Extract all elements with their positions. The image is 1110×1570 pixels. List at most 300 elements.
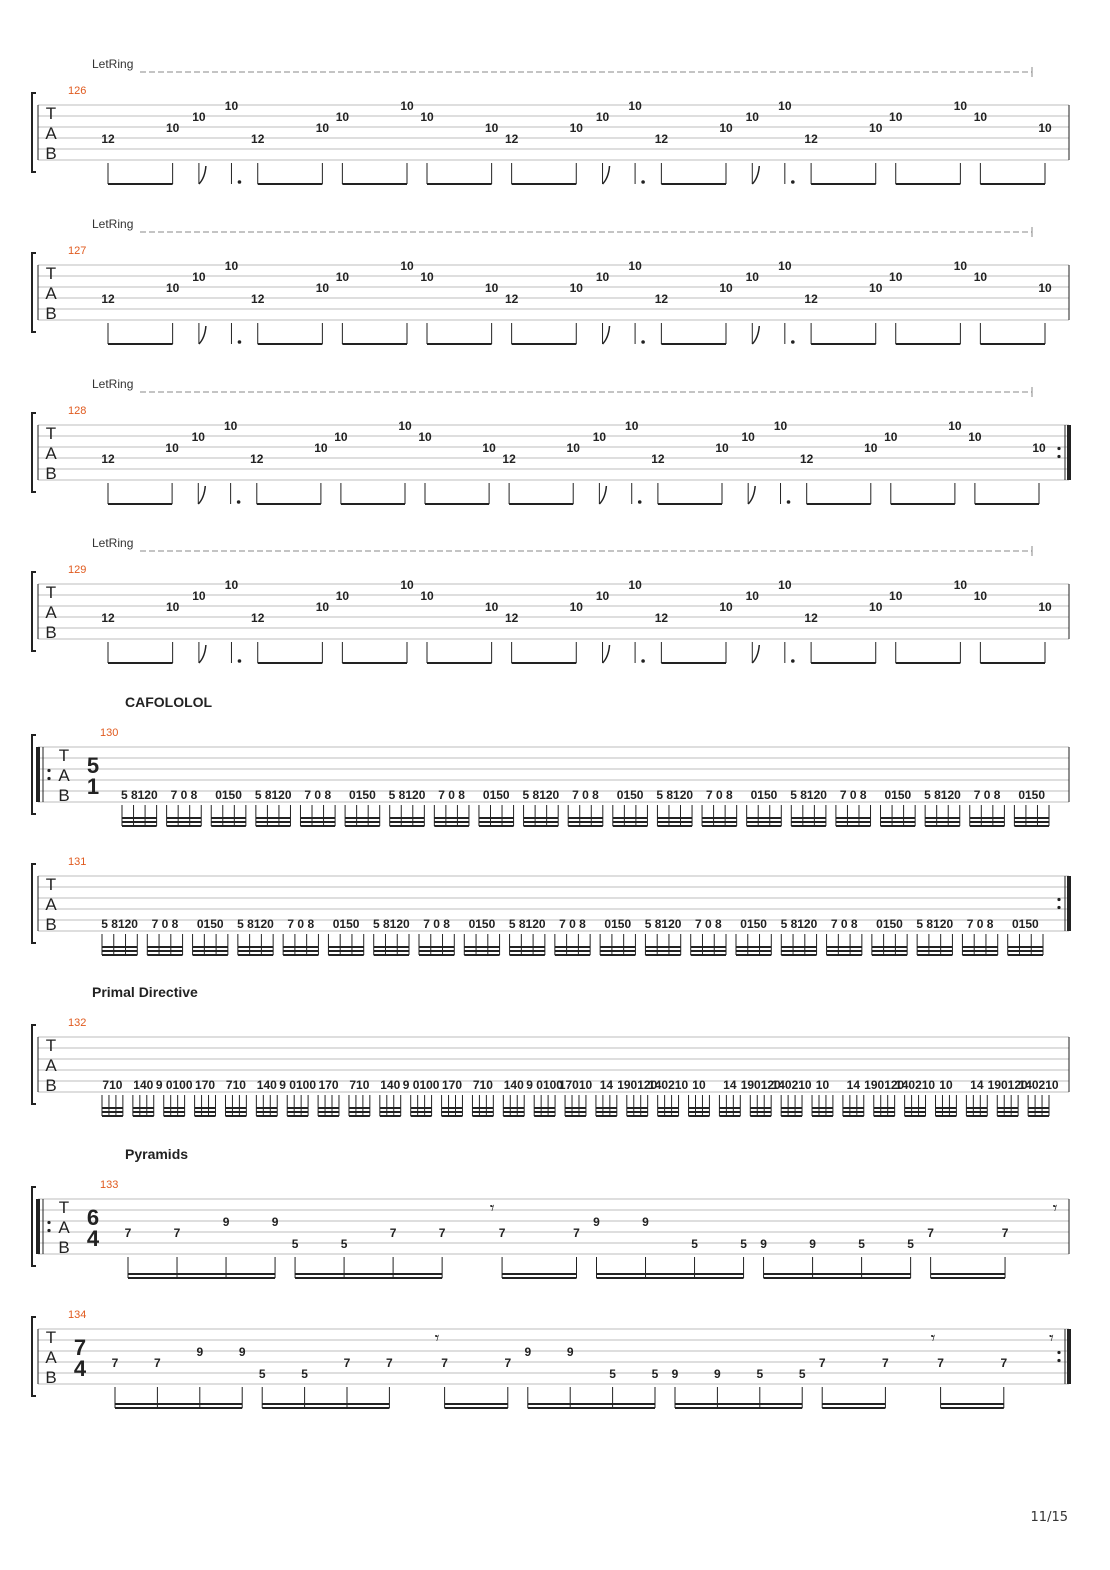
fret-number-group: 7 0 8 xyxy=(973,788,1001,802)
fret-number: 10 xyxy=(569,121,583,135)
bar-number: 129 xyxy=(68,564,87,576)
tab-clef-letter: T xyxy=(45,875,57,894)
fret-number-group: 7 0 8 xyxy=(706,788,733,802)
fret-number-group: 140 xyxy=(256,1078,277,1092)
system-bracket xyxy=(32,735,36,814)
tab-clef-letter: A xyxy=(45,1056,57,1075)
tab-clef-letter: A xyxy=(45,124,57,143)
fret-number: 10 xyxy=(889,110,903,124)
fret-number: 10 xyxy=(1038,600,1052,614)
fret-number: 7 xyxy=(386,1356,393,1370)
fret-number-group: 7 0 8 xyxy=(438,788,465,802)
fret-number: 10 xyxy=(566,441,580,455)
fret-number: 10 xyxy=(335,110,350,124)
fret-number-group: 7 0 8 xyxy=(695,917,722,931)
time-signature-bottom: 4 xyxy=(86,1226,100,1251)
fret-number-group: 0150 xyxy=(884,788,912,802)
fret-number-group: 14 xyxy=(846,1078,861,1092)
fret-number-group: 0150 xyxy=(604,917,632,931)
fret-number: 7 xyxy=(937,1356,944,1370)
tab-clef-letter: B xyxy=(45,304,57,323)
tab-clef-letter: A xyxy=(45,603,57,622)
fret-number: 12 xyxy=(804,292,818,306)
note-flag xyxy=(603,166,610,184)
fret-number: 10 xyxy=(400,99,414,113)
fret-number-group: 5 8120 xyxy=(120,788,158,802)
repeat-dot xyxy=(47,1221,50,1224)
fret-number: 10 xyxy=(484,121,499,135)
fret-number: 9 xyxy=(593,1215,600,1229)
bar-number: 127 xyxy=(68,245,87,257)
fret-number: 9 xyxy=(809,1237,816,1251)
fret-number-group: 0150 xyxy=(482,788,510,802)
fret-number: 9 xyxy=(222,1215,230,1229)
fret-number-group: 190120 xyxy=(617,1078,658,1092)
system-bracket xyxy=(32,572,36,651)
tab-clef-letter: B xyxy=(45,1368,57,1387)
fret-number: 10 xyxy=(869,121,883,135)
let-ring-label: LetRing xyxy=(92,217,134,231)
fret-number-group: 140 xyxy=(133,1078,154,1092)
tab-clef-letter: A xyxy=(58,766,70,785)
let-ring-label: LetRing xyxy=(92,536,134,550)
bar-number: 126 xyxy=(68,85,87,97)
fret-number: 5 xyxy=(301,1367,308,1381)
fret-number: 7 xyxy=(111,1356,119,1370)
fret-number: 12 xyxy=(800,452,814,466)
fret-number-group: 140 xyxy=(503,1078,524,1092)
tab-clef-letter: T xyxy=(45,104,57,123)
fret-number: 9 xyxy=(760,1237,767,1251)
fret-number: 10 xyxy=(968,430,982,444)
fret-number: 5 xyxy=(756,1367,764,1381)
fret-number-group: 9 0100 xyxy=(526,1078,563,1092)
fret-number-group: 10 xyxy=(692,1078,706,1092)
fret-number: 7 xyxy=(389,1226,397,1240)
fret-number-group: 5 8120 xyxy=(373,917,410,931)
fret-number-group: 0150 xyxy=(468,917,496,931)
fret-number-group: 9 0100 xyxy=(402,1078,440,1092)
fret-number-group: 140 xyxy=(380,1078,401,1092)
tab-clef-letter: B xyxy=(45,144,57,163)
fret-number: 10 xyxy=(420,110,434,124)
fret-number: 10 xyxy=(314,441,328,455)
fret-number: 10 xyxy=(398,419,412,433)
fret-number: 12 xyxy=(804,611,818,625)
tab-clef-letter: T xyxy=(58,1198,70,1217)
fret-number: 5 xyxy=(740,1237,747,1251)
fret-number-group: 0150 xyxy=(215,788,242,802)
fret-number: 10 xyxy=(165,281,180,295)
fret-number: 12 xyxy=(654,132,669,146)
tab-clef-letter: B xyxy=(58,1238,70,1257)
note-flag xyxy=(199,166,206,184)
note-flag xyxy=(603,645,610,663)
fret-number: 10 xyxy=(973,589,988,603)
section-title: Pyramids xyxy=(125,1146,189,1162)
rest-symbol: 𝄾 xyxy=(489,1198,495,1218)
fret-number-group: 7 0 8 xyxy=(572,788,599,802)
fret-number: 10 xyxy=(418,430,432,444)
fret-number: 5 xyxy=(858,1237,865,1251)
augmentation-dot xyxy=(641,340,645,344)
fret-number: 12 xyxy=(804,132,818,146)
fret-number-group: 5 8120 xyxy=(916,917,954,931)
fret-number: 10 xyxy=(778,99,792,113)
fret-number: 12 xyxy=(502,452,516,466)
augmentation-dot xyxy=(237,500,241,504)
bar-number: 133 xyxy=(100,1179,119,1191)
fret-number: 10 xyxy=(1032,441,1046,455)
fret-number-group: 0150 xyxy=(196,917,224,931)
note-flag xyxy=(752,326,759,344)
fret-number: 5 xyxy=(258,1367,266,1381)
fret-number-group: 14 xyxy=(599,1078,614,1092)
tab-clef-letter: B xyxy=(45,1076,57,1095)
bar-number: 128 xyxy=(68,405,87,417)
bar-number: 131 xyxy=(68,856,87,868)
repeat-dot xyxy=(1057,898,1060,901)
fret-number: 10 xyxy=(484,600,499,614)
fret-number-group: 7 0 8 xyxy=(287,917,315,931)
fret-number: 12 xyxy=(101,132,115,146)
fret-number-group: 5 8120 xyxy=(522,788,560,802)
fret-number: 10 xyxy=(420,270,434,284)
fret-number: 9 xyxy=(196,1345,204,1359)
note-flag xyxy=(752,166,759,184)
fret-number-group: 0150 xyxy=(616,788,644,802)
fret-number-group: 710 xyxy=(102,1078,123,1092)
fret-number: 10 xyxy=(335,589,350,603)
fret-number: 10 xyxy=(165,121,180,135)
fret-number-group: 9 0100 xyxy=(279,1078,317,1092)
fret-number-group: 710 xyxy=(225,1078,246,1092)
fret-number: 10 xyxy=(223,419,238,433)
note-flag xyxy=(199,645,206,663)
tab-clef-letter: B xyxy=(45,623,57,642)
fret-number: 12 xyxy=(651,452,665,466)
fret-number: 10 xyxy=(778,578,792,592)
system-bracket xyxy=(32,1187,36,1266)
let-ring-label: LetRing xyxy=(92,377,134,391)
fret-number: 10 xyxy=(889,270,903,284)
tab-clef-letter: B xyxy=(58,786,70,805)
augmentation-dot xyxy=(787,500,791,504)
fret-number: 10 xyxy=(592,430,607,444)
fret-number-group: 710 xyxy=(472,1078,493,1092)
fret-number: 12 xyxy=(101,611,115,625)
fret-number-group: 7 0 8 xyxy=(423,917,450,931)
fret-number-group: 0150 xyxy=(332,917,360,931)
repeat-dot xyxy=(1057,455,1060,458)
time-signature-top: 7 xyxy=(73,1335,87,1360)
fret-number-group: 5 8120 xyxy=(780,917,818,931)
fret-number: 12 xyxy=(250,452,264,466)
fret-number: 9 xyxy=(642,1215,649,1229)
augmentation-dot xyxy=(791,340,795,344)
rest-symbol: 𝄾 xyxy=(434,1328,440,1348)
fret-number: 10 xyxy=(569,281,583,295)
fret-number-group: 10 xyxy=(815,1078,830,1092)
tab-clef-letter: A xyxy=(58,1218,70,1237)
fret-number: 10 xyxy=(778,259,792,273)
fret-number-group: 7 0 8 xyxy=(304,788,332,802)
fret-number: 7 xyxy=(438,1226,446,1240)
section-title: CAFOLOLOL xyxy=(125,694,213,710)
fret-number: 10 xyxy=(224,259,239,273)
fret-number: 9 xyxy=(566,1345,574,1359)
fret-number-group: 14 xyxy=(970,1078,984,1092)
fret-number-group: 710 xyxy=(349,1078,370,1092)
augmentation-dot xyxy=(641,180,645,184)
note-flag xyxy=(199,326,206,344)
rest-symbol: 𝄾 xyxy=(1052,1198,1058,1218)
fret-number-group: 5 8120 xyxy=(790,788,827,802)
fret-number: 10 xyxy=(482,441,496,455)
fret-number: 9 xyxy=(714,1367,721,1381)
tab-clef-letter: A xyxy=(45,1348,57,1367)
system-bracket xyxy=(32,253,36,332)
fret-number: 10 xyxy=(745,270,759,284)
note-flag xyxy=(599,486,606,504)
fret-number: 12 xyxy=(654,611,669,625)
fret-number: 10 xyxy=(400,259,414,273)
fret-number-group: 140210 xyxy=(1018,1078,1059,1092)
fret-number: 10 xyxy=(719,121,733,135)
time-signature-top: 6 xyxy=(86,1205,100,1230)
fret-number: 10 xyxy=(165,441,179,455)
augmentation-dot xyxy=(641,659,645,663)
fret-number: 10 xyxy=(595,110,610,124)
fret-number: 10 xyxy=(719,281,733,295)
fret-number: 10 xyxy=(1038,281,1052,295)
fret-number: 10 xyxy=(745,589,759,603)
fret-number-group: 0150 xyxy=(349,788,376,802)
fret-number: 7 xyxy=(154,1356,161,1370)
rest-symbol: 𝄾 xyxy=(1049,1328,1054,1348)
fret-number: 7 xyxy=(441,1356,448,1370)
repeat-dot xyxy=(1057,906,1060,909)
fret-number: 10 xyxy=(569,600,583,614)
fret-number: 10 xyxy=(400,578,414,592)
fret-number: 10 xyxy=(224,578,239,592)
fret-number-group: 5 8120 xyxy=(656,788,694,802)
tab-clef-letter: T xyxy=(58,746,70,765)
fret-number: 10 xyxy=(595,270,610,284)
section-title: Primal Directive xyxy=(92,984,198,1000)
time-signature-top: 5 xyxy=(86,753,100,778)
tab-clef-letter: A xyxy=(45,444,57,463)
fret-number: 7 xyxy=(1001,1226,1009,1240)
fret-number: 10 xyxy=(192,589,206,603)
fret-number-group: 5 8120 xyxy=(508,917,546,931)
augmentation-dot xyxy=(238,180,242,184)
repeat-dot xyxy=(1057,1351,1060,1354)
fret-number-group: 190120 xyxy=(864,1078,905,1092)
fret-number-group: 14 xyxy=(723,1078,737,1092)
note-flag xyxy=(748,486,755,504)
let-ring-label: LetRing xyxy=(92,57,134,71)
fret-number: 9 xyxy=(671,1367,679,1381)
bar-number: 134 xyxy=(68,1309,87,1321)
fret-number-group: 5 8120 xyxy=(644,917,682,931)
fret-number: 5 xyxy=(291,1237,299,1251)
fret-number: 7 xyxy=(498,1226,506,1240)
augmentation-dot xyxy=(238,659,242,663)
fret-number-group: 5 8120 xyxy=(388,788,426,802)
fret-number: 9 xyxy=(238,1345,246,1359)
fret-number: 12 xyxy=(504,132,519,146)
bar-number: 130 xyxy=(100,727,119,739)
fret-number: 10 xyxy=(1038,121,1052,135)
fret-number-group: 0150 xyxy=(1018,788,1046,802)
fret-number: 5 xyxy=(609,1367,616,1381)
fret-number: 7 xyxy=(504,1356,512,1370)
fret-number: 12 xyxy=(251,292,265,306)
fret-number: 10 xyxy=(948,419,962,433)
fret-number-group: 7 0 8 xyxy=(170,788,198,802)
fret-number-group: 9 0100 xyxy=(155,1078,193,1092)
fret-number-group: 5 8120 xyxy=(237,917,274,931)
fret-number: 10 xyxy=(953,259,968,273)
fret-number: 12 xyxy=(251,611,265,625)
fret-number-group: 5 8120 xyxy=(254,788,292,802)
repeat-dot xyxy=(1057,1359,1060,1362)
fret-number: 10 xyxy=(719,600,733,614)
tab-clef-letter: T xyxy=(45,424,57,443)
fret-number-group: 140210 xyxy=(895,1078,936,1092)
fret-number: 12 xyxy=(504,611,519,625)
fret-number-group: 170 xyxy=(442,1078,463,1092)
tab-clef-letter: T xyxy=(45,264,57,283)
fret-number: 5 xyxy=(651,1367,659,1381)
fret-number: 10 xyxy=(745,110,759,124)
fret-number-group: 7 0 8 xyxy=(839,788,867,802)
note-flag xyxy=(198,486,205,504)
repeat-dot xyxy=(47,769,50,772)
fret-number: 10 xyxy=(869,281,883,295)
fret-number: 10 xyxy=(741,430,755,444)
fret-number: 10 xyxy=(191,430,205,444)
tab-clef-letter: T xyxy=(45,583,57,602)
repeat-dot xyxy=(47,1229,50,1232)
system-bracket xyxy=(32,93,36,172)
augmentation-dot xyxy=(238,340,242,344)
fret-number: 10 xyxy=(889,589,903,603)
fret-number-group: 7 0 8 xyxy=(151,917,179,931)
fret-number: 10 xyxy=(192,270,206,284)
fret-number: 10 xyxy=(953,578,968,592)
fret-number: 10 xyxy=(973,110,988,124)
fret-number: 10 xyxy=(224,99,239,113)
fret-number: 10 xyxy=(953,99,968,113)
fret-number: 7 xyxy=(573,1226,580,1240)
fret-number: 10 xyxy=(884,430,898,444)
tab-clef-letter: B xyxy=(45,464,57,483)
tab-clef-letter: T xyxy=(45,1328,57,1347)
fret-number-group: 7 0 8 xyxy=(559,917,586,931)
fret-number: 10 xyxy=(484,281,499,295)
fret-number: 7 xyxy=(124,1226,132,1240)
note-flag xyxy=(752,645,759,663)
fret-number-group: 7 0 8 xyxy=(830,917,858,931)
fret-number: 10 xyxy=(315,121,330,135)
tab-clef-letter: T xyxy=(45,1036,57,1055)
bar-number: 132 xyxy=(68,1017,87,1029)
fret-number: 7 xyxy=(1000,1356,1008,1370)
rest-symbol: 𝄾 xyxy=(930,1328,936,1348)
fret-number-group: 170 xyxy=(195,1078,216,1092)
fret-number-group: 0150 xyxy=(1012,917,1039,931)
repeat-dot xyxy=(47,777,50,780)
fret-number: 10 xyxy=(192,110,206,124)
fret-number: 10 xyxy=(315,281,330,295)
fret-number-group: 0150 xyxy=(740,917,767,931)
system-bracket xyxy=(32,1317,36,1396)
fret-number: 7 xyxy=(173,1226,181,1240)
time-signature-bottom: 4 xyxy=(73,1356,87,1381)
fret-number: 7 xyxy=(818,1356,826,1370)
fret-number-group: 140210 xyxy=(771,1078,812,1092)
fret-number: 10 xyxy=(334,430,348,444)
fret-number-group: 190120 xyxy=(987,1078,1028,1092)
fret-number: 10 xyxy=(628,99,642,113)
fret-number-group: 10 xyxy=(939,1078,953,1092)
fret-number: 10 xyxy=(869,600,883,614)
fret-number: 12 xyxy=(101,292,115,306)
fret-number-group: 5 8120 xyxy=(924,788,961,802)
time-signature-bottom: 1 xyxy=(86,774,100,799)
system-bracket xyxy=(32,1025,36,1104)
system-bracket xyxy=(32,864,36,943)
fret-number: 7 xyxy=(343,1356,351,1370)
fret-number-group: 190120 xyxy=(740,1078,781,1092)
fret-number-group: 5 8120 xyxy=(101,917,138,931)
fret-number: 10 xyxy=(420,589,434,603)
fret-number: 10 xyxy=(595,589,610,603)
fret-number: 9 xyxy=(271,1215,279,1229)
fret-number: 10 xyxy=(628,578,642,592)
augmentation-dot xyxy=(791,180,795,184)
fret-number-group: 140210 xyxy=(648,1078,689,1092)
fret-number: 5 xyxy=(798,1367,806,1381)
fret-number: 10 xyxy=(165,600,180,614)
fret-number-group: 0150 xyxy=(750,788,778,802)
fret-number: 10 xyxy=(773,419,788,433)
fret-number: 12 xyxy=(654,292,669,306)
fret-number: 5 xyxy=(340,1237,348,1251)
fret-number: 12 xyxy=(101,452,115,466)
fret-number-group: 7 0 8 xyxy=(966,917,994,931)
augmentation-dot xyxy=(638,500,642,504)
fret-number: 10 xyxy=(715,441,729,455)
fret-number: 12 xyxy=(251,132,265,146)
fret-number-group: 17010 xyxy=(558,1078,593,1092)
fret-number-group: 0150 xyxy=(876,917,903,931)
fret-number-group: 170 xyxy=(318,1078,339,1092)
fret-number: 7 xyxy=(927,1226,934,1240)
note-flag xyxy=(603,326,610,344)
fret-number: 10 xyxy=(628,259,642,273)
fret-number: 10 xyxy=(315,600,330,614)
tab-clef-letter: A xyxy=(45,284,57,303)
page-number: 11/15 xyxy=(1030,1510,1068,1525)
fret-number: 5 xyxy=(691,1237,698,1251)
fret-number: 9 xyxy=(524,1345,532,1359)
fret-number: 12 xyxy=(504,292,519,306)
tab-clef-letter: A xyxy=(45,895,57,914)
fret-number: 10 xyxy=(625,419,639,433)
